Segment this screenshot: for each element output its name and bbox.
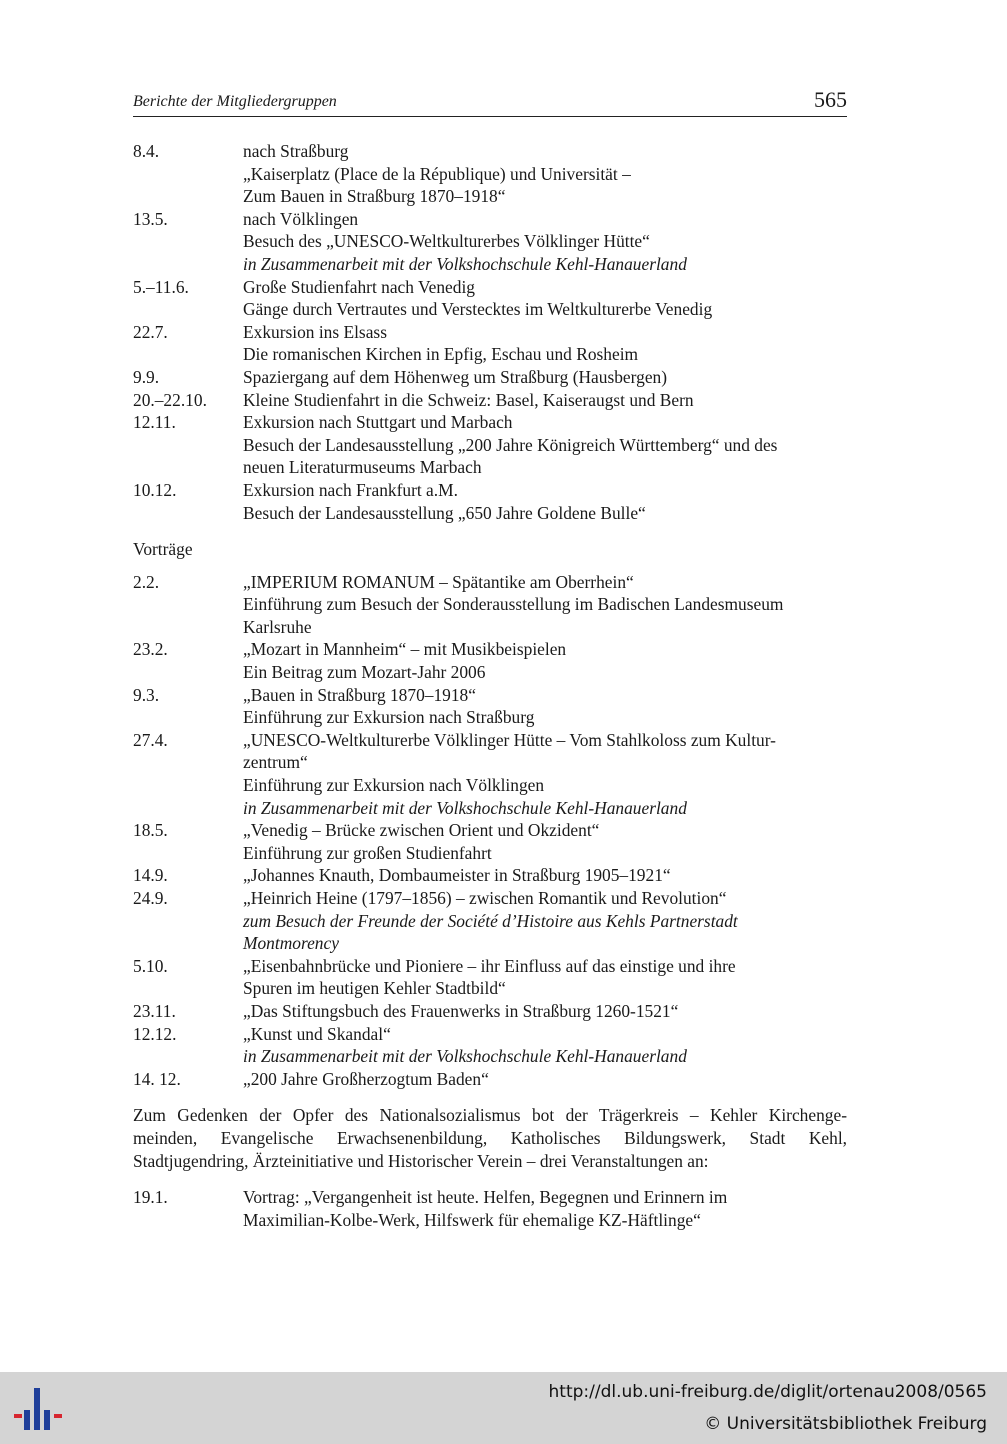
entry-date: 14.9.: [133, 865, 168, 886]
entry-description: [243, 729, 847, 819]
list-item: [133, 729, 847, 819]
entry-date: 12.11.: [133, 412, 176, 433]
entry-line: Spuren im heutigen Kehler Stadtbild“: [243, 978, 506, 999]
list-item: [133, 479, 847, 524]
entry-line: Exkursion nach Frankfurt a.M.: [243, 479, 458, 500]
footer-bar: [0, 1372, 1007, 1444]
entry-line: neuen Literaturmuseums Marbach: [243, 457, 482, 478]
list-item: [133, 389, 847, 412]
entry-date: 23.2.: [133, 639, 168, 660]
list-item: [133, 819, 847, 864]
entry-description: [243, 819, 847, 864]
commemoration-paragraph: [133, 1104, 847, 1172]
entry-description: [243, 276, 847, 321]
paragraph-line: meinden, Evangelische Erwachsenenbildung, Katholisches Bildungswerk, Stadt Kehl,: [133, 1127, 847, 1148]
entry-description: [243, 571, 847, 639]
entry-line: Besuch des „UNESCO-Weltkulturerbes Völklinger Hütte“: [243, 231, 650, 252]
entry-date: 14. 12.: [133, 1068, 181, 1089]
page-number: 565: [814, 87, 847, 112]
entry-line: „Eisenbahnbrücke und Pioniere – ihr Einfluss auf das einstige und ihre: [243, 955, 736, 976]
entry-description: [243, 479, 847, 524]
entry-description: [243, 1000, 847, 1023]
entry-line: „Heinrich Heine (1797–1856) – zwischen Romantik und Revolution“: [243, 888, 727, 908]
list-item: [133, 208, 847, 276]
entry-description: [243, 955, 847, 1000]
entry-line: Kleine Studienfahrt in die Schweiz: Basel, Kaiseraugst und Bern: [243, 389, 694, 410]
entry-description: [243, 1186, 847, 1231]
entry-description: [243, 140, 847, 208]
entry-date: 9.3.: [133, 684, 160, 705]
entry-line: in Zusammenarbeit mit der Volkshochschule Kehl-Hanauerland: [243, 253, 687, 274]
entry-description: [243, 638, 847, 683]
list-item: [133, 1186, 847, 1231]
entry-line: Zum Bauen in Straßburg 1870–1918“: [243, 186, 506, 207]
entry-date: 5.10.: [133, 955, 168, 976]
entry-line: „Das Stiftungsbuch des Frauenwerks in Straßburg 1260-1521“: [243, 1000, 679, 1021]
entry-date: 19.1.: [133, 1187, 168, 1208]
list-item: [133, 684, 847, 729]
list-item: [133, 276, 847, 321]
entry-line: „Kaiserplatz (Place de la République) und Universität –: [243, 163, 631, 184]
list-item: [133, 887, 847, 955]
entry-line: Maximilian-Kolbe-Werk, Hilfswerk für ehemalige KZ-Häftlinge“: [243, 1209, 701, 1230]
entry-date: 9.9.: [133, 366, 160, 387]
list-item: [133, 1000, 847, 1023]
entry-line: Vortrag: „Vergangenheit ist heute. Helfen, Begegnen und Erinnern im: [243, 1187, 728, 1208]
page-content: [133, 140, 847, 1231]
lecture-list: [133, 571, 847, 1091]
running-header: [133, 86, 847, 117]
entry-line: Exkursion ins Elsass: [243, 321, 387, 342]
event-list: [133, 1186, 847, 1231]
entry-line: zentrum“: [243, 752, 308, 773]
list-item: [133, 411, 847, 479]
list-item: [133, 864, 847, 887]
entry-date: 23.11.: [133, 1000, 176, 1021]
entry-line: „IMPERIUM ROMANUM – Spätantike am Oberrhein“: [243, 571, 634, 592]
entry-line: Karlsruhe: [243, 616, 312, 637]
entry-date: 13.5.: [133, 208, 168, 229]
entry-line: Ein Beitrag zum Mozart-Jahr 2006: [243, 662, 486, 683]
list-item: [133, 571, 847, 639]
list-item: [133, 140, 847, 208]
entry-line: „200 Jahre Großherzogtum Baden“: [243, 1068, 489, 1089]
entry-date: 24.9.: [133, 888, 168, 908]
entry-date: 10.12.: [133, 479, 177, 500]
entry-date: 22.7.: [133, 321, 168, 342]
section-title-lectures: Vorträge: [133, 539, 193, 560]
entry-date: 27.4.: [133, 729, 168, 750]
entry-line: Gänge durch Vertrautes und Verstecktes im Weltkulturerbe Venedig: [243, 299, 713, 320]
entry-description: [243, 366, 847, 389]
entry-date: 20.–22.10.: [133, 389, 207, 410]
entry-date: 12.12.: [133, 1023, 177, 1044]
copyright-notice: © Universitätsbibliothek Freiburg: [704, 1414, 987, 1434]
entry-line: „Bauen in Straßburg 1870–1918“: [243, 684, 476, 705]
list-item: [133, 321, 847, 366]
list-item: [133, 1023, 847, 1068]
entry-date: 5.–11.6.: [133, 276, 189, 297]
entry-line: Einführung zur Exkursion nach Straßburg: [243, 707, 535, 728]
entry-line: Die romanischen Kirchen in Epfig, Eschau und Rosheim: [243, 344, 639, 365]
entry-description: [243, 208, 847, 276]
paragraph-line: Stadtjugendring, Ärzteinitiative und Historischer Verein – drei Veranstaltungen an:: [133, 1150, 709, 1171]
entry-description: [243, 684, 847, 729]
list-item: [133, 955, 847, 1000]
entry-line: Exkursion nach Stuttgart und Marbach: [243, 412, 513, 433]
entry-line: „UNESCO-Weltkulturerbe Völklinger Hütte – Vom Stahlkoloss zum Kultur-: [243, 729, 776, 750]
entry-date: 18.5.: [133, 820, 168, 841]
ub-freiburg-logo-icon: [14, 1384, 64, 1434]
entry-description: [243, 321, 847, 366]
entry-date: 8.4.: [133, 141, 160, 161]
entry-line: Einführung zur Exkursion nach Völklingen: [243, 775, 545, 796]
entry-line: Montmorency: [243, 933, 339, 954]
entry-description: [243, 411, 847, 479]
entry-description: [243, 1023, 847, 1068]
entry-line: nach Straßburg: [243, 141, 349, 161]
entry-date: 2.2.: [133, 571, 160, 592]
entry-description: [243, 1068, 847, 1091]
list-item: [133, 1068, 847, 1091]
entry-line: nach Völklingen: [243, 208, 359, 229]
entry-line: Einführung zum Besuch der Sonderausstellung im Badischen Landesmuseum: [243, 594, 784, 615]
entry-line: Besuch der Landesausstellung „200 Jahre Königreich Württemberg“ und des: [243, 434, 778, 455]
source-url-link[interactable]: http://dl.ub.uni-freiburg.de/diglit/ortenau2008/0565: [548, 1382, 987, 1402]
entry-line: zum Besuch der Freunde der Société d’Histoire aus Kehls Partnerstadt: [243, 910, 738, 931]
excursion-list: [133, 140, 847, 524]
entry-line: „Johannes Knauth, Dombaumeister in Straßburg 1905–1921“: [243, 865, 671, 886]
entry-line: „Venedig – Brücke zwischen Orient und Okzident“: [243, 820, 600, 841]
list-item: [133, 366, 847, 389]
entry-line: Spaziergang auf dem Höhenweg um Straßburg (Hausbergen): [243, 366, 668, 387]
paragraph-line: Zum Gedenken der Opfer des Nationalsozialismus bot der Trägerkreis – Kehler Kirchenge-: [133, 1105, 847, 1126]
entry-line: „Mozart in Mannheim“ – mit Musikbeispielen: [243, 639, 567, 660]
entry-description: [243, 864, 847, 887]
entry-description: [243, 887, 847, 955]
list-item: [133, 638, 847, 683]
entry-line: „Kunst und Skandal“: [243, 1023, 391, 1044]
entry-line: Besuch der Landesausstellung „650 Jahre Goldene Bulle“: [243, 502, 646, 523]
running-title: Berichte der Mitgliedergruppen: [133, 93, 337, 110]
entry-line: Große Studienfahrt nach Venedig: [243, 276, 475, 297]
entry-line: in Zusammenarbeit mit der Volkshochschule Kehl-Hanauerland: [243, 1046, 687, 1067]
entry-line: Einführung zur großen Studienfahrt: [243, 842, 492, 863]
entry-description: [243, 389, 847, 412]
entry-line: in Zusammenarbeit mit der Volkshochschule Kehl-Hanauerland: [243, 797, 687, 818]
